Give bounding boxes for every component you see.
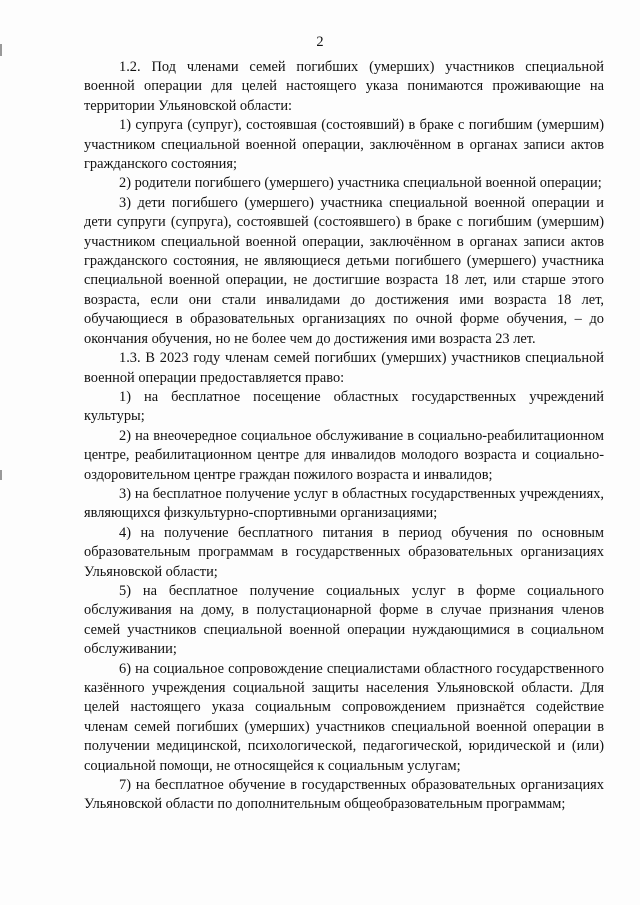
paragraph-1-3: 1.3. В 2023 году членам семей погибших (умерших) участников специальной военной операции предоставляется право: <box>84 350 604 386</box>
document-body <box>84 58 604 815</box>
list-item-children: 3) дети погибшего (умершего) участника специальной военной операции и дети супруги (супруга), состоявшей (состоявшего) в браке с погибшим (умершим) участником специальной военной операции, заключённом в органах записи актов гражданского состояния, не являющиеся детьми погибшего (умершего) участника специальной военной операции, не достигшие возраста 18 лет, или старше этого возраста, если они стали инвалидами до достижения ими возраста 18 лет, обучающиеся в образовательных организациях по очной форме обучения, – до окончания обучения, но не более чем до достижения ими возраста 23 лет. <box>84 194 604 347</box>
list-item-parents: 2) родители погибшего (умершего) участника специальной военной операции; <box>119 175 602 192</box>
right-item-culture: 1) на бесплатное посещение областных государственных учреждений культуры; <box>84 388 604 425</box>
right-item-education: 7) на бесплатное обучение в государственных образовательных организациях Ульяновской области по дополнительным общеобразовательным программам; <box>84 777 604 813</box>
right-item-home-care: 5) на бесплатное получение социальных услуг в форме социального обслуживания на дому, в полустационарной форме в случае признания членов семей участников специальной военной операции нуждающимися в социальном обслуживании; <box>84 582 604 658</box>
list-item-spouse: 1) супруга (супруг), состоявшая (состоявший) в браке с погибшим (умершим) участником специальной военной операции, заключённом в органах записи актов гражданского состояния; <box>84 117 604 173</box>
paragraph-1-2: 1.2. Под членами семей погибших (умерших) участников специальной военной операции для целей настоящего указа понимаются проживающие на территории Ульяновской области: <box>84 59 604 114</box>
right-item-social-service: 2) на внеочередное социальное обслуживание в социально-реабилитационном центре, реабилитационном центре для инвалидов молодого возраста и социально-оздоровительном центре граждан пожилого возраста и инвалидов; <box>84 427 604 483</box>
right-item-social-support: 6) на социальное сопровождение специалистами областного государственного казённого учреждения социальной защиты населения Ульяновской области. Для целей настоящего указа социальным сопровождением признаётся содействие членам семей погибших (умерших) участников специальной военной операции в получении медицинской, психологической, педагогической, юридической и (или) социальной помощи, не относящейся к социальным услугам; <box>84 660 604 774</box>
right-item-meals: 4) на получение бесплатного питания в период обучения по основным образовательным программам в государственных образовательных организациях Ульяновской области; <box>84 524 604 580</box>
page-number: 2 <box>316 34 324 50</box>
right-item-sport: 3) на бесплатное получение услуг в областных государственных учреждениях, являющихся физкультурно-спортивными организациями; <box>84 485 604 522</box>
scan-edge-mark <box>0 470 2 480</box>
